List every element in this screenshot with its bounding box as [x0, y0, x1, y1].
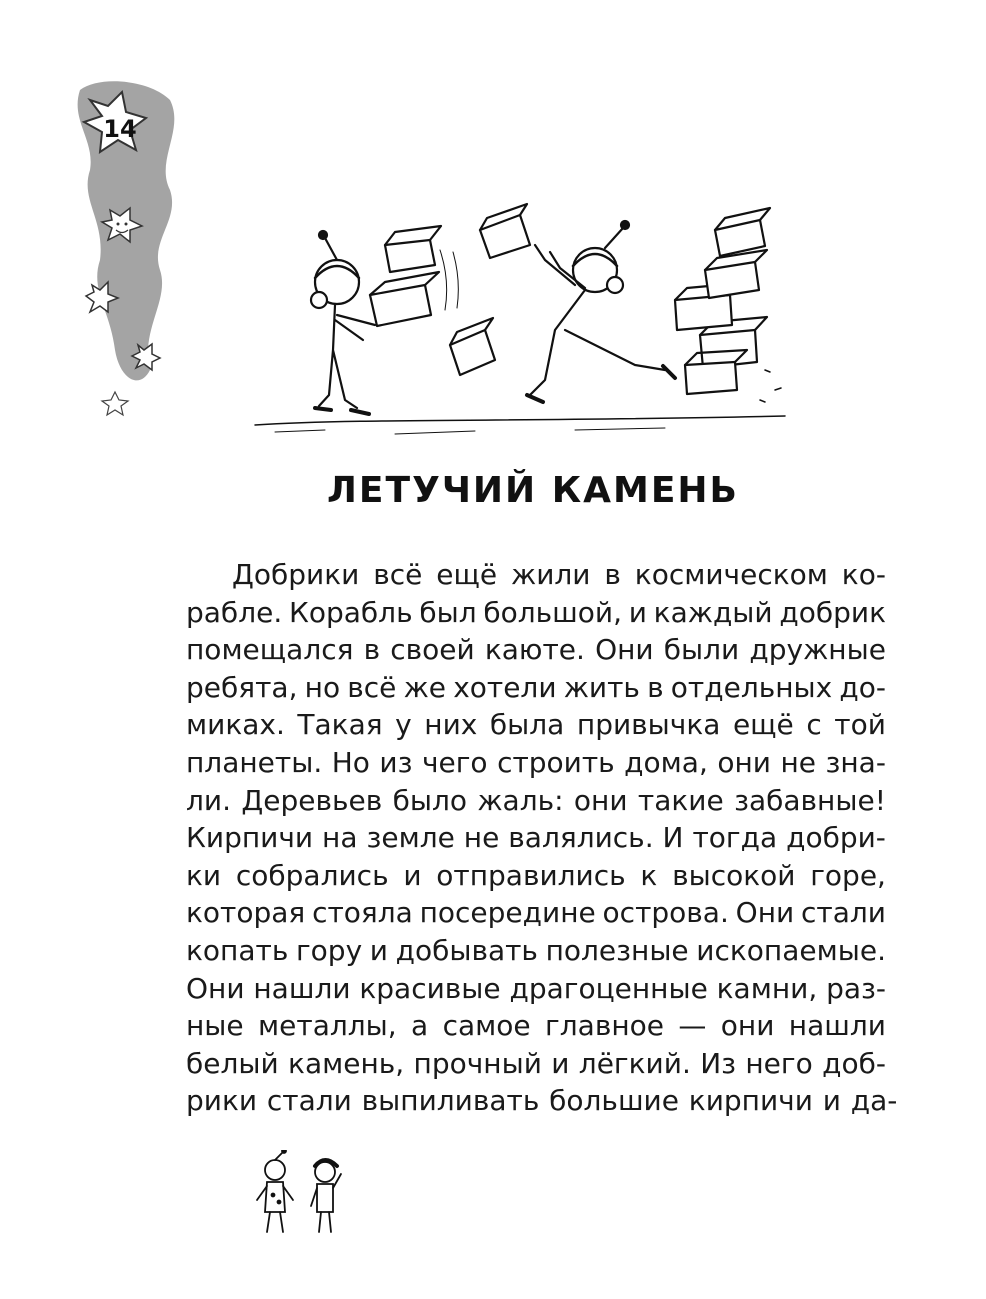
paragraph-line: рабле. Корабль был большой, и каждый добрик — [186, 595, 886, 629]
paragraph-line: ли. Деревьев было жаль: они такие забавные! — [186, 783, 886, 817]
chapter-illustration — [245, 190, 805, 450]
outline-star-icon — [102, 392, 128, 415]
paragraph-line: Они нашли красивые драгоценные камни, раз- — [186, 971, 886, 1005]
body-paragraph — [186, 556, 898, 1120]
paragraph-line: ребята, но всё же хотели жить в отдельных до- — [186, 670, 886, 704]
paragraph-line: Добрики всё ещё жили в космическом ко- — [232, 558, 886, 591]
chapter-title: ЛЕТУЧИЙ КАМЕНЬ — [327, 470, 739, 511]
paragraph-line: рики стали выпиливать большие кирпичи и да- — [186, 1084, 898, 1118]
paragraph-line: копать гору и добывать полезные ископаемые. — [186, 933, 886, 967]
paragraph-line: помещался в своей каюте. Они были дружные — [186, 633, 886, 667]
footer-illustration — [245, 1150, 355, 1240]
characters-with-bricks-illustration — [245, 190, 805, 450]
two-small-characters-illustration — [245, 1150, 355, 1240]
paragraph-line: белый камень, прочный и лёгкий. Из него доб- — [186, 1046, 886, 1080]
paragraph-line: ные металлы, а самое главное — они нашли — [186, 1009, 886, 1043]
paragraph-line: планеты. Но из чего строить дома, они не зна- — [186, 745, 886, 779]
paragraph-line: которая стояла посередине острова. Они стали — [186, 896, 886, 930]
paragraph-line: Кирпичи на земле не валялись. И тогда добри- — [186, 821, 886, 855]
page-number: 14 — [103, 115, 137, 143]
paragraph-line: ки собрались и отправились к высокой горе, — [186, 858, 886, 892]
paragraph-line: миках. Такая у них была привычка ещё с той — [186, 708, 886, 742]
